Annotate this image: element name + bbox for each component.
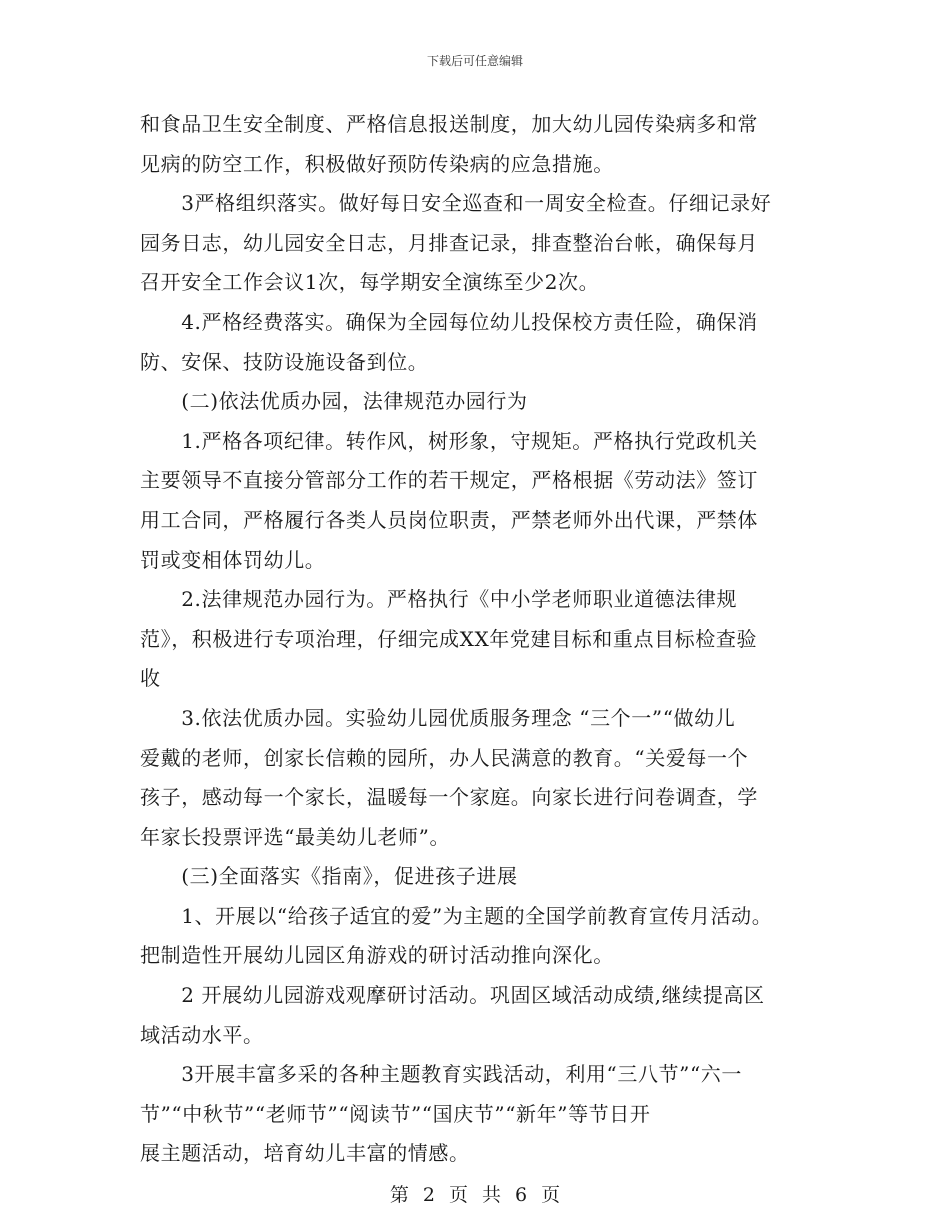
section-heading: (三)全面落实《指南》，促进孩子进展 (140, 864, 518, 889)
text-line: 2 开展幼儿园游戏观摩研讨活动。巩固区域活动成绩,继续提高区 (140, 983, 765, 1008)
text-line: 园务日志，幼儿园安全日志，月排查记录，排查整治台帐，确保每月 (140, 230, 758, 255)
text-line: 3.依法优质办园。实验幼儿园优质服务理念 “三个一”“做幼儿 (140, 705, 736, 730)
page-header: 下载后可任意编辑 (426, 54, 523, 68)
text-line: 1.严格各项纪律。转作风，树形象，守规矩。严格执行党政机关 (140, 428, 758, 453)
text-line: 防、安保、技防设施设备到位。 (140, 349, 429, 374)
text-line: 2.法律规范办园行为。严格执行《中小学老师职业道德法律规 (140, 587, 738, 612)
text-line: 节”“中秋节”“老师节”“阅读节”“国庆节”“新年”等节日开 (140, 1101, 651, 1126)
text-line: 收 (140, 666, 161, 691)
text-line: 见病的防空工作，积极做好预防传染病的应急措施。 (140, 151, 614, 176)
text-line: 1、开展以“给孩子适宜的爱”为主题的全国学前教育宣传月活动。 (140, 903, 773, 928)
text-line: 爱戴的老师，创家长信赖的园所，办人民满意的教育。“关爱每一个 (140, 745, 749, 770)
text-line: 和食品卫生安全制度、严格信息报送制度，加大幼儿园传染病多和常 (140, 112, 758, 136)
text-line: 展主题活动，培育幼儿丰富的情感。 (140, 1141, 470, 1166)
text-line: 域活动水平。 (140, 1022, 264, 1047)
section-heading: (二)依法优质办园，法律规范办园行为 (140, 389, 528, 414)
text-line: 召开安全工作会议1次，每学期安全演练至少2次。 (140, 270, 600, 295)
text-line: 3开展丰富多采的各种主题教育实践活动，利用“三八节”“六一 (140, 1062, 742, 1087)
text-line: 把制造性开展幼儿园区角游戏的研讨活动推向深化。 (140, 943, 614, 968)
page-number: 第 2 页 共 6 页 (389, 1184, 561, 1206)
document-body (140, 108, 840, 1170)
text-line: 年家长投票评选“最美幼儿老师”。 (140, 824, 451, 849)
text-line: 用工合同，严格履行各类人员岗位职责，严禁老师外出代课，严禁体 (140, 507, 758, 532)
text-line: 范》，积极进行专项治理，仔细完成XX年党建目标和重点目标检查验 (140, 626, 758, 651)
text-line: 主要领导不直接分管部分工作的若干规定，严格根据《劳动法》签订 (140, 468, 758, 493)
text-line: 孩子，感动每一个家长，温暖每一个家庭。向家长进行问卷调查，学 (140, 785, 758, 810)
text-line: 3严格组织落实。做好每日安全巡查和一周安全检查。仔细记录好 (140, 191, 772, 216)
text-line: 罚或变相体罚幼儿。 (140, 547, 326, 572)
text-line: 4.严格经费落实。确保为全园每位幼儿投保校方责任险，确保消 (140, 309, 758, 334)
